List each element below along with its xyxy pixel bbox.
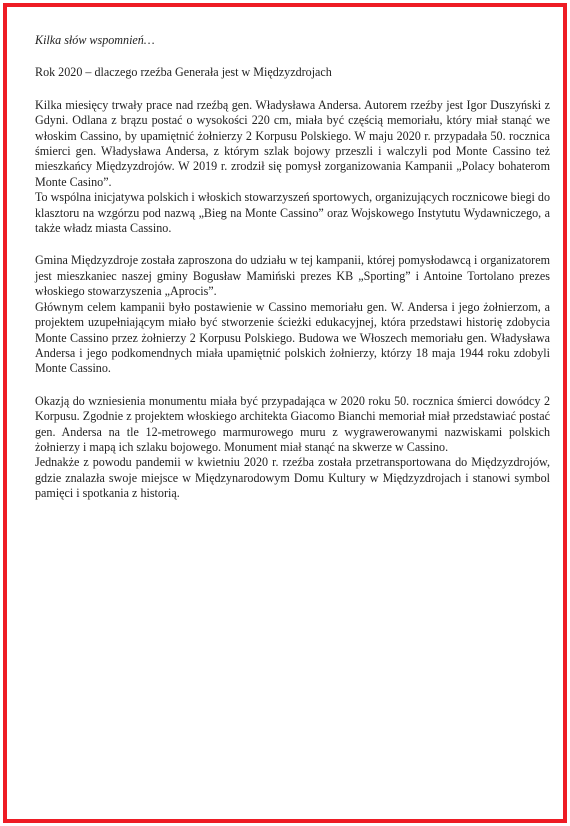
page-border-frame xyxy=(3,3,567,823)
paragraph-5: Okazją do wzniesienia monumentu miała być przypadająca w 2020 roku 50. rocznica śmierci dowódcy 2 Korpusu. Zgodnie z projektem włoskiego architekta Giacomo Bianchi memoriał miał przedstawiać postać gen. Andersa na tle 12-metrowego marmurowego muru z wygrawerowanymi nazwiskami polskich żołnierzy i mapą ich szlaku bojowego. Monument miał stanąć na skwerze w Cassino. xyxy=(35,393,550,454)
paragraph-3: Gmina Międzyzdroje została zaproszona do udziału w tej kampanii, której pomysłodawcą i organizatorem jest mieszkaniec naszej gminy Bogusław Mamiński prezes KB „Sporting” i Antoine Tortolano prezes włoskiego stowarzyszenia „Aprocis”. xyxy=(35,253,550,299)
paragraph-1: Kilka miesięcy trwały prace nad rzeźbą gen. Władysława Andersa. Autorem rzeźby jest Igor Duszyński z Gdyni. Odlana z brązu postać o wysokości 220 cm, miała być częścią memoriału, który miał stanąć we włoskim Cassino, by upamiętnić żołnierzy 2 Korpusu Polskiego. W maju 2020 r. przypadała 50. rocznica śmierci gen. Władysława Andersa, z którym szlak bojowy przeszli i walczyli pod Monte Cassino też mieszkańcy Międzyzdrojów. W 2019 r. zrodził się pomysł zorganizowania Kampanii „Polacy bohaterom Monte Casino”. xyxy=(35,97,550,189)
article-title: Rok 2020 – dlaczego rzeźba Generała jest w Międzyzdrojach xyxy=(35,65,332,80)
paragraph-4: Głównym celem kampanii było postawienie w Cassino memoriału gen. W. Andersa i jego żołnierzom, a projektem uzupełniającym miało być stworzenie ścieżki edukacyjnej, która przedstawi historię zdobycia Monte Cassino przez żołnierzy 2 Korpusu Polskiego. Budowa we Włoszech memoriału gen. Władysława Andersa i jego podkomendnych miała upamiętnić polskich żołnierzy, którzy 18 maja 1944 roku zdobyli Monte Cassino. xyxy=(35,299,550,376)
paragraph-2: To wspólna inicjatywa polskich i włoskich stowarzyszeń sportowych, organizujących rocznicowe biegi do klasztoru na wzgórzu pod nazwą „Bieg na Monte Cassino” oraz Wojskowego Instytutu Wydawniczego, a także władz miasta Cassino. xyxy=(35,190,550,236)
document-body xyxy=(35,33,550,519)
paragraph-6: Jednakże z powodu pandemii w kwietniu 2020 r. rzeźba została przetransportowana do Międzyzdrojów, gdzie znalazła swoje miejsce w Międzynarodowym Domu Kultury w Międzyzdrojach i stanowi symbol pamięci i spotkania z historią. xyxy=(35,455,550,501)
intro-heading: Kilka słów wspomnień… xyxy=(35,33,155,47)
